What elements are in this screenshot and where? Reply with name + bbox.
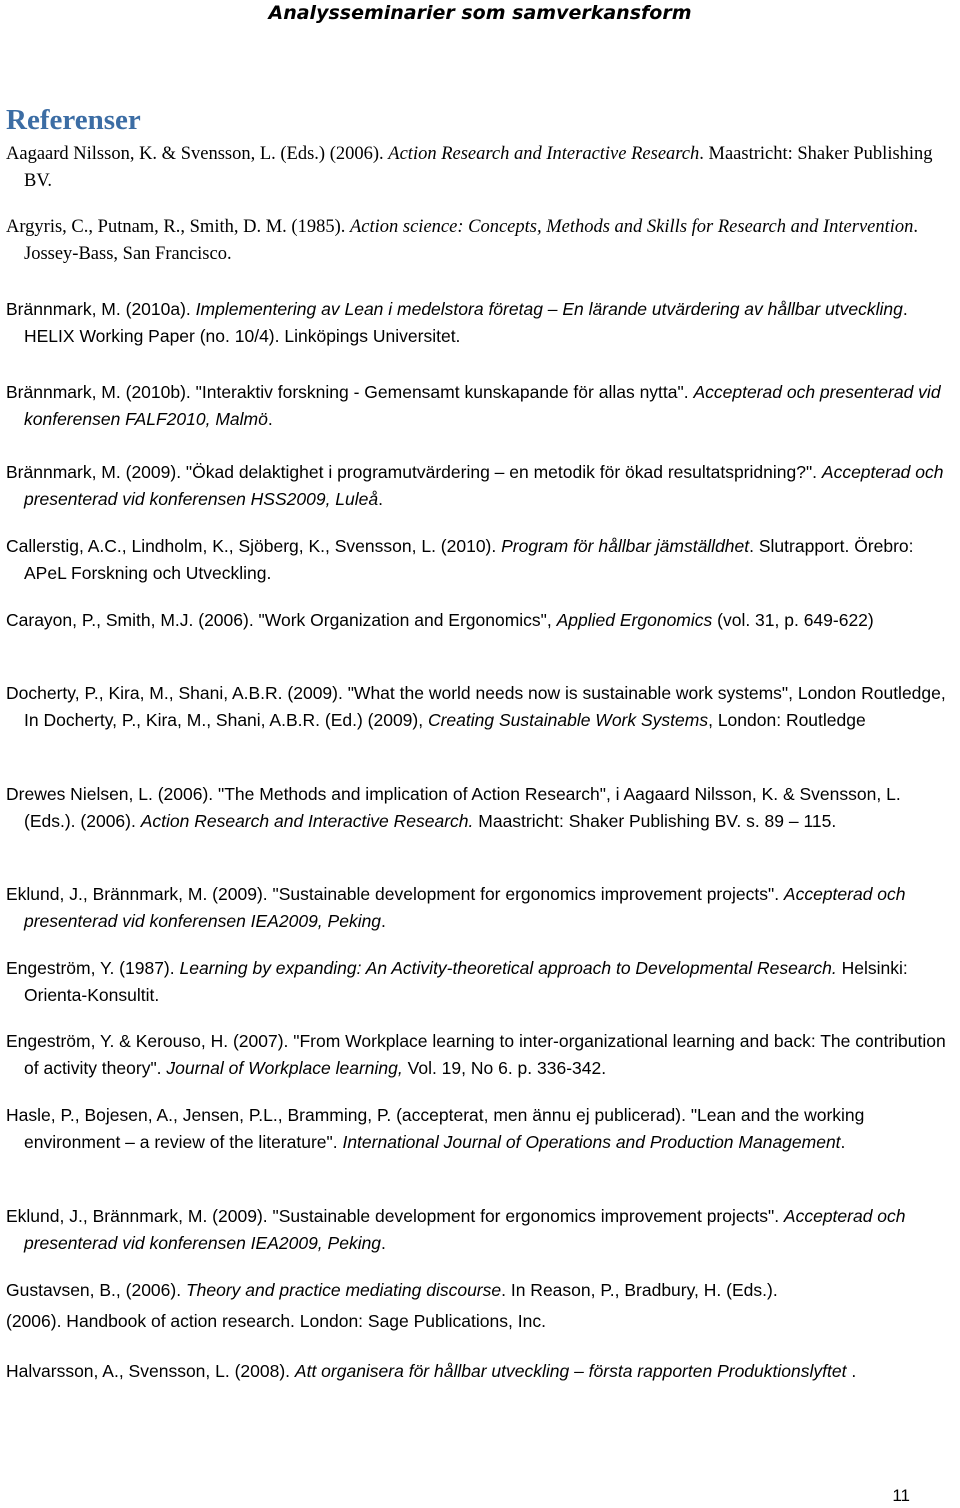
reference-entry: [6, 141, 952, 195]
ref-text: . In Reason, P., Bradbury, H. (Eds.).: [501, 1280, 778, 1300]
reference-entry: [6, 1308, 952, 1335]
ref-text: Brännmark, M. (2010a).: [6, 299, 196, 319]
ref-text: (vol. 31, p. 649-622): [712, 610, 874, 630]
ref-text: Helsinki: Orienta-Konsultit.: [24, 958, 908, 1005]
ref-text: .: [381, 911, 386, 931]
ref-text: , London: Routledge: [708, 710, 866, 730]
section-heading: Referenser: [6, 104, 141, 136]
ref-title: Action Research and Interactive Research: [388, 144, 700, 164]
ref-text: Engeström, Y. & Kerouso, H. (2007). "From Workplace learning to inter-organizational learning and back: The contribution of activity theory".: [6, 1031, 946, 1078]
reference-entry: [6, 1203, 952, 1257]
ref-text: Vol. 19, No 6. p. 336-342.: [402, 1058, 607, 1078]
ref-text: Halvarsson, A., Svensson, L. (2008).: [6, 1361, 295, 1381]
ref-text: . HELIX Working Paper (no. 10/4). Linköpings Universitet.: [24, 299, 908, 346]
reference-entry: [6, 680, 952, 734]
ref-title: Action science: Concepts, Methods and Skills for Research and Intervention: [349, 217, 914, 237]
ref-title: Accepterad och presenterad vid konferensen IEA2009, Peking: [24, 884, 906, 931]
ref-text: . Maastricht: Shaker Publishing BV.: [24, 144, 933, 191]
ref-text: Callerstig, A.C., Lindholm, K., Sjöberg, K., Svensson, L. (2010).: [6, 536, 502, 556]
ref-text: Gustavsen, B., (2006).: [6, 1280, 186, 1300]
ref-title: Program för hållbar jämställdhet: [501, 536, 750, 556]
ref-title: Journal of Workplace learning,: [166, 1058, 403, 1078]
ref-title: Accepterad och presenterad vid konferensen IEA2009, Peking: [24, 1206, 906, 1253]
reference-entry: [6, 955, 952, 1009]
reference-entry: [6, 214, 952, 268]
ref-title: Theory and practice mediating discourse: [185, 1280, 502, 1300]
reference-entry: [6, 379, 952, 433]
ref-text: .: [267, 409, 273, 429]
reference-entry: [6, 1102, 952, 1156]
reference-entry: [6, 1277, 952, 1304]
ref-title: Accepterad och presenterad vid konferensen FALF2010, Malmö: [24, 382, 941, 429]
reference-entry: [6, 781, 952, 835]
ref-text: Eklund, J., Brännmark, M. (2009). "Sustainable development for ergonomics improvement projects".: [6, 1206, 784, 1226]
reference-entry: [6, 607, 952, 634]
ref-text: Aagaard Nilsson, K. & Svensson, L. (Eds.) (2006).: [6, 144, 389, 164]
ref-text: . Jossey-Bass, San Francisco.: [24, 217, 919, 264]
reference-entry: [6, 1028, 952, 1082]
reference-entry: [6, 296, 952, 350]
ref-title: Implementering av Lean i medelstora företag – En lärande utvärdering av hållbar utveckling: [195, 299, 903, 319]
ref-text: Drewes Nielsen, L. (2006). "The Methods and implication of Action Research", i Aagaard Nilsson, K. & Svensson, L. (Eds.). (2006).: [6, 784, 901, 831]
ref-text: Brännmark, M. (2009). "Ökad delaktighet i programutvärdering – en metodik för ökad resultatspridning?".: [6, 462, 822, 482]
reference-entry: [6, 1358, 952, 1385]
reference-entry: [6, 881, 952, 935]
ref-text: .: [846, 1361, 857, 1381]
ref-title: Applied Ergonomics: [556, 610, 713, 630]
ref-text: . Slutrapport. Örebro: APeL Forskning och Utveckling.: [24, 536, 914, 583]
running-header: Analysseminarier som samverkansform: [268, 2, 692, 24]
ref-title: Accepterad och presenterad vid konferensen HSS2009, Luleå: [24, 462, 944, 509]
ref-title: Creating Sustainable Work Systems: [427, 710, 709, 730]
ref-text: Docherty, P., Kira, M., Shani, A.B.R. (2009). "What the world needs now is sustainable work systems", London Routledge, In Docherty, P., Kira, M., Shani, A.B.R. (Ed.) (2009),: [6, 683, 946, 730]
ref-title: Att organisera för hållbar utveckling – första rapporten Produktionslyftet: [294, 1361, 847, 1381]
reference-entry: [6, 533, 952, 587]
ref-text: Carayon, P., Smith, M.J. (2006). "Work Organization and Ergonomics",: [6, 610, 557, 630]
ref-text: .: [381, 1233, 386, 1253]
ref-text: Brännmark, M. (2010b). "Interaktiv forskning - Gemensamt kunskapande för allas nytta".: [6, 382, 694, 402]
ref-text: Engeström, Y. (1987).: [6, 958, 180, 978]
ref-title: Learning by expanding: An Activity-theoretical approach to Developmental Research.: [179, 958, 837, 978]
ref-text: .: [840, 1132, 846, 1152]
ref-text: (2006). Handbook of action research. London: Sage Publications, Inc.: [6, 1311, 546, 1331]
reference-entry: [6, 459, 952, 513]
ref-text: Maastricht: Shaker Publishing BV. s. 89 – 115.: [473, 811, 837, 831]
page-number: 11: [892, 1486, 910, 1505]
ref-title: Action Research and Interactive Research.: [140, 811, 474, 831]
ref-text: Eklund, J., Brännmark, M. (2009). "Sustainable development for ergonomics improvement projects".: [6, 884, 784, 904]
ref-text: Hasle, P., Bojesen, A., Jensen, P.L., Bramming, P. (accepterat, men ännu ej publicerad). "Lean and the working environment – a review of the literature".: [6, 1105, 865, 1152]
ref-title: International Journal of Operations and Production Management: [342, 1132, 841, 1152]
ref-text: Argyris, C., Putnam, R., Smith, D. M. (1985).: [6, 217, 350, 237]
ref-text: .: [378, 489, 384, 509]
